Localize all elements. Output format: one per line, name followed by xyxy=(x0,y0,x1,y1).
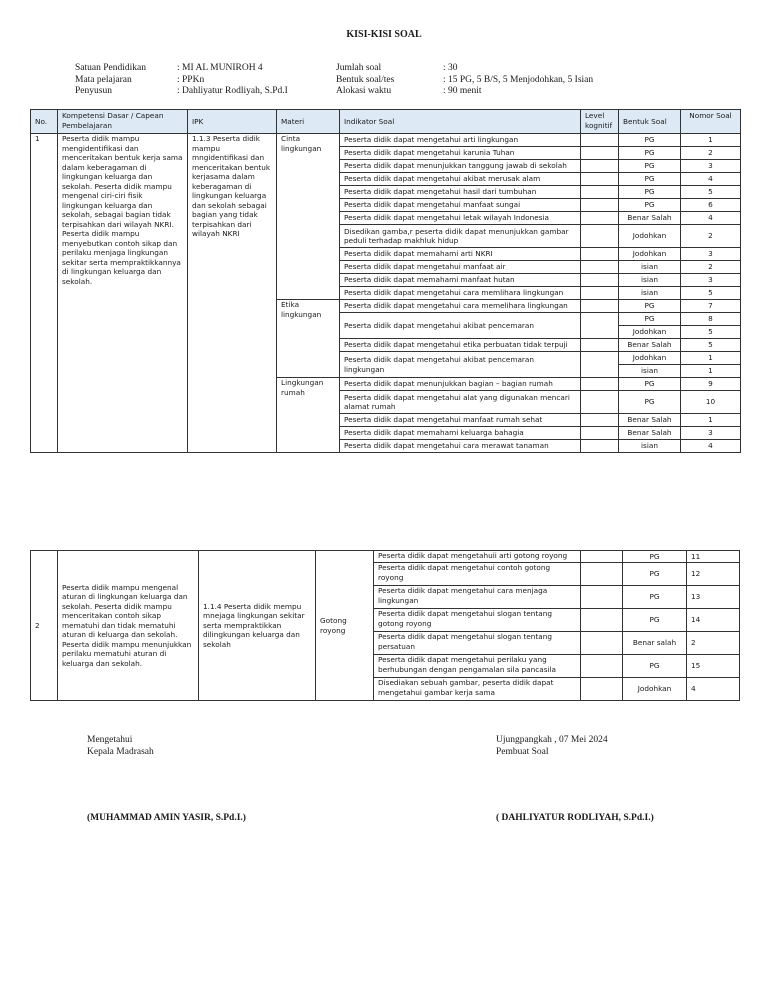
indikator: Peserta didik dapat menunjukkan tanggung jawab di sekolah xyxy=(340,160,581,173)
meta-label: Alokasi waktu xyxy=(336,86,392,96)
meta-values-right xyxy=(443,63,593,98)
meta-labels-left xyxy=(75,63,146,98)
document-title: KISI-KISI SOAL xyxy=(346,29,422,40)
indikator: Peserta didik dapat mengetahui akibat pencemaran xyxy=(340,313,581,339)
level-kognitif xyxy=(581,339,619,352)
nomor-soal: 15 xyxy=(687,655,740,678)
nomor-soal: 8 xyxy=(681,313,741,326)
indikator: Disedikan gamba,r peserta didik dapat menunjukkan gambar peduli terhadap makhluk hidup xyxy=(340,225,581,248)
indikator: Peserta didik dapat mengetahui cara memelihara lingkungan xyxy=(340,300,581,313)
bentuk-soal: Benar salah xyxy=(623,632,687,655)
level-kognitif xyxy=(581,378,619,391)
bentuk-soal: Benar Salah xyxy=(619,212,681,225)
row-number: 2 xyxy=(31,551,58,701)
nomor-soal: 2 xyxy=(687,632,740,655)
header-indikator: Indikator Soal xyxy=(340,110,581,134)
header-materi: Materi xyxy=(277,110,340,134)
nomor-soal: 5 xyxy=(681,339,741,352)
meta-label: Penyusun xyxy=(75,86,112,96)
indikator: Peserta didik dapat mengetahui letak wilayah Indonesia xyxy=(340,212,581,225)
row-number: 1 xyxy=(31,134,58,453)
indikator: Peserta didik dapat mengetahui arti lingkungan xyxy=(340,134,581,147)
level-kognitif xyxy=(581,160,619,173)
table-header-row xyxy=(31,110,741,134)
bentuk-soal: Benar Salah xyxy=(619,414,681,427)
header-level: Level kognitif xyxy=(581,110,619,134)
nomor-soal: 3 xyxy=(681,274,741,287)
kompetensi-dasar: Peserta didik mampu mengenal aturan di lingkungan keluarga dan sekolah. Peserta didik mampu menceritakan contoh sikap mematuhi dan tidak mematuhi aturan di keluarga dan sekolah. Peserta didik mampu menunjukkan perilaku mematuhi aturan di keluarga dan sekolah. xyxy=(58,551,199,701)
bentuk-soal: isian xyxy=(619,440,681,453)
table-row xyxy=(31,551,740,563)
indikator: Peserta didik dapat menunjukkan bagian – bagian rumah xyxy=(340,378,581,391)
signature-right-line1: Ujungpangkah , 07 Mei 2024 xyxy=(496,735,608,745)
nomor-soal: 3 xyxy=(681,248,741,261)
nomor-soal: 2 xyxy=(681,261,741,274)
nomor-soal: 4 xyxy=(681,440,741,453)
nomor-soal: 5 xyxy=(681,326,741,339)
meta-value: : Dahliyatur Rodliyah, S.Pd.I xyxy=(177,86,288,96)
level-kognitif xyxy=(581,134,619,147)
nomor-soal: 1 xyxy=(681,352,741,365)
signature-right-title xyxy=(496,735,608,758)
header-bentuk: Bentuk Soal xyxy=(619,110,681,134)
bentuk-soal: Jodohkan xyxy=(623,678,687,701)
indikator: Peserta didik dapat memahami keluarga bahagia xyxy=(340,427,581,440)
nomor-soal: 6 xyxy=(681,199,741,212)
bentuk-soal: isian xyxy=(619,274,681,287)
level-kognitif xyxy=(581,248,619,261)
indikator: Peserta didik dapat mengetahui contoh gotong royong xyxy=(374,563,581,586)
meta-values-left xyxy=(177,63,288,98)
kisi-kisi-table-1 xyxy=(30,109,741,453)
meta-value: : MI AL MUNIROH 4 xyxy=(177,63,263,73)
level-kognitif xyxy=(581,563,623,586)
indikator: Peserta didik dapat mengetahui manfaat rumah sehat xyxy=(340,414,581,427)
nomor-soal: 5 xyxy=(681,186,741,199)
indikator: Peserta didik dapat mengetahuii arti gotong royong xyxy=(374,551,581,563)
bentuk-soal: PG xyxy=(619,199,681,212)
level-kognitif xyxy=(581,440,619,453)
ipk: 1.1.4 Peserta didik mempu mnejaga lingkungan sekitar serta mempraktikkan dilingkungan keluarga dan sekolah xyxy=(199,551,316,701)
level-kognitif xyxy=(581,199,619,212)
meta-label: Jumlah soal xyxy=(336,63,382,73)
bentuk-soal: PG xyxy=(623,609,687,632)
signature-left-name: (MUHAMMAD AMIN YASIR, S.Pd.I.) xyxy=(87,813,246,823)
nomor-soal: 3 xyxy=(681,160,741,173)
nomor-soal: 4 xyxy=(681,173,741,186)
materi: Gotong royong xyxy=(316,551,374,701)
bentuk-soal: isian xyxy=(619,365,681,378)
indikator: Disediakan sebuah gambar, peserta didik dapat mengetahui gambar kerja sama xyxy=(374,678,581,701)
meta-value: : PPKn xyxy=(177,74,205,85)
nomor-soal: 13 xyxy=(687,586,740,609)
level-kognitif xyxy=(581,147,619,160)
level-kognitif xyxy=(581,427,619,440)
bentuk-soal: PG xyxy=(619,147,681,160)
indikator: Peserta didik dapat mengetahui cara merawat tanaman xyxy=(340,440,581,453)
indikator: Peserta didik dapat memahami manfaat hutan xyxy=(340,274,581,287)
nomor-soal: 4 xyxy=(681,212,741,225)
level-kognitif xyxy=(581,678,623,701)
kompetensi-dasar: Peserta didik mampu mengidentifikasi dan menceritakan bentuk kerja sama dalam keberagaman di lingkungan keluarga dan sekolah. Peserta didik mampu mengenal ciri-ciri fisik lingkungan keluarga dan sekolah, sebagai bagian tidak terpisahkan dari wilayah NKRI. Peserta didik mampu menyebutkan contoh sikap dan perilaku menjaga lingkungan sekitar serta mempraktikkannya di lingkungan keluarga dan sekolah. xyxy=(58,134,188,453)
bentuk-soal: PG xyxy=(619,134,681,147)
level-kognitif xyxy=(581,225,619,248)
indikator: Peserta didik dapat mengetahui perilaku yang berhubungan dengan pengamalan sila pancasila xyxy=(374,655,581,678)
meta-labels-right xyxy=(336,63,394,98)
signature-right-line2: Pembuat Soal xyxy=(496,746,549,757)
indikator: Peserta didik dapat mengetahui manfaat sungai xyxy=(340,199,581,212)
bentuk-soal: PG xyxy=(623,586,687,609)
bentuk-soal: Jodohkan xyxy=(619,225,681,248)
materi: Etika lingkungan xyxy=(277,300,340,378)
level-kognitif xyxy=(581,586,623,609)
level-kognitif xyxy=(581,173,619,186)
indikator: Peserta didik dapat mengetahui karunia Tuhan xyxy=(340,147,581,160)
indikator: Peserta didik dapat mengetahui akibat pencemaran lingkungan xyxy=(340,352,581,378)
materi: Cinta lingkungan xyxy=(277,134,340,300)
table-row xyxy=(31,134,741,147)
level-kognitif xyxy=(581,551,623,563)
level-kognitif xyxy=(581,414,619,427)
signature-left-title xyxy=(87,735,154,758)
bentuk-soal: Jodohkan xyxy=(619,352,681,365)
indikator: Peserta didik dapat mengetahui akibat merusak alam xyxy=(340,173,581,186)
nomor-soal: 2 xyxy=(681,225,741,248)
level-kognitif xyxy=(581,313,619,339)
level-kognitif xyxy=(581,212,619,225)
nomor-soal: 1 xyxy=(681,365,741,378)
signature-left-line2: Kepala Madrasah xyxy=(87,746,154,757)
indikator: Peserta didik dapat mengetahui hasil dari tumbuhan xyxy=(340,186,581,199)
materi: Lingkungan rumah xyxy=(277,378,340,453)
header-kd: Kompetensi Dasar / Capean Pembelajaran xyxy=(58,110,188,134)
ipk: 1.1.3 Peserta didik mampu mngidentifikasi dan menceritakan bentuk kerjasama dalam keberagaman di lingkungan keluarga dan sekolah sebagai bagian yang tidak terpisahkan dari wilayah NKRI xyxy=(188,134,277,453)
level-kognitif xyxy=(581,352,619,378)
level-kognitif xyxy=(581,274,619,287)
nomor-soal: 7 xyxy=(681,300,741,313)
meta-label: Bentuk soal/tes xyxy=(336,74,395,85)
signature-left-line1: Mengetahui xyxy=(87,735,133,745)
bentuk-soal: PG xyxy=(623,563,687,586)
nomor-soal: 1 xyxy=(681,414,741,427)
meta-value: : 30 xyxy=(443,63,458,73)
nomor-soal: 14 xyxy=(687,609,740,632)
meta-label: Satuan Pendidikan xyxy=(75,63,146,73)
indikator: Peserta didik dapat mengetahui cara menjaga lingkungan xyxy=(374,586,581,609)
nomor-soal: 9 xyxy=(681,378,741,391)
bentuk-soal: isian xyxy=(619,261,681,274)
indikator: Peserta didik dapat memahami arti NKRI xyxy=(340,248,581,261)
bentuk-soal: PG xyxy=(623,655,687,678)
bentuk-soal: PG xyxy=(619,378,681,391)
header-no: No. xyxy=(31,110,58,134)
bentuk-soal: PG xyxy=(619,391,681,414)
level-kognitif xyxy=(581,300,619,313)
indikator: Peserta didik dapat mengetahui manfaat air xyxy=(340,261,581,274)
indikator: Peserta didik dapat mengetahui slogan tentang gotong royong xyxy=(374,609,581,632)
nomor-soal: 1 xyxy=(681,134,741,147)
bentuk-soal: PG xyxy=(619,160,681,173)
bentuk-soal: PG xyxy=(619,300,681,313)
bentuk-soal: PG xyxy=(619,186,681,199)
indikator: Peserta didik dapat mengetahui alat yang digunakan mencari alamat rumah xyxy=(340,391,581,414)
level-kognitif xyxy=(581,655,623,678)
meta-value: : 90 menit xyxy=(443,86,482,96)
kisi-kisi-table-2 xyxy=(30,550,740,701)
nomor-soal: 3 xyxy=(681,427,741,440)
nomor-soal: 4 xyxy=(687,678,740,701)
level-kognitif xyxy=(581,186,619,199)
header-ipk: IPK xyxy=(188,110,277,134)
meta-label: Mata pelajaran xyxy=(75,74,132,85)
indikator: Peserta didik dapat mengetahui cara memlihara lingkungan xyxy=(340,287,581,300)
meta-value: : 15 PG, 5 B/S, 5 Menjodohkan, 5 Isian xyxy=(443,74,594,85)
bentuk-soal: PG xyxy=(623,551,687,563)
level-kognitif xyxy=(581,609,623,632)
bentuk-soal: PG xyxy=(619,173,681,186)
bentuk-soal: Jodohkan xyxy=(619,248,681,261)
nomor-soal: 12 xyxy=(687,563,740,586)
header-nomor: Nomor Soal xyxy=(681,110,741,134)
nomor-soal: 11 xyxy=(687,551,740,563)
level-kognitif xyxy=(581,261,619,274)
level-kognitif xyxy=(581,287,619,300)
nomor-soal: 5 xyxy=(681,287,741,300)
bentuk-soal: Benar Salah xyxy=(619,339,681,352)
bentuk-soal: Benar Salah xyxy=(619,427,681,440)
nomor-soal: 10 xyxy=(681,391,741,414)
bentuk-soal: PG xyxy=(619,313,681,326)
nomor-soal: 2 xyxy=(681,147,741,160)
indikator: Peserta didik dapat mengetahui slogan tentang persatuan xyxy=(374,632,581,655)
bentuk-soal: isian xyxy=(619,287,681,300)
signature-right-name: ( DAHLIYATUR RODLIYAH, S.Pd.I.) xyxy=(496,813,654,823)
bentuk-soal: Jodohkan xyxy=(619,326,681,339)
indikator: Peserta didik dapat mengetahui etika perbuatan tidak terpuji xyxy=(340,339,581,352)
level-kognitif xyxy=(581,391,619,414)
level-kognitif xyxy=(581,632,623,655)
